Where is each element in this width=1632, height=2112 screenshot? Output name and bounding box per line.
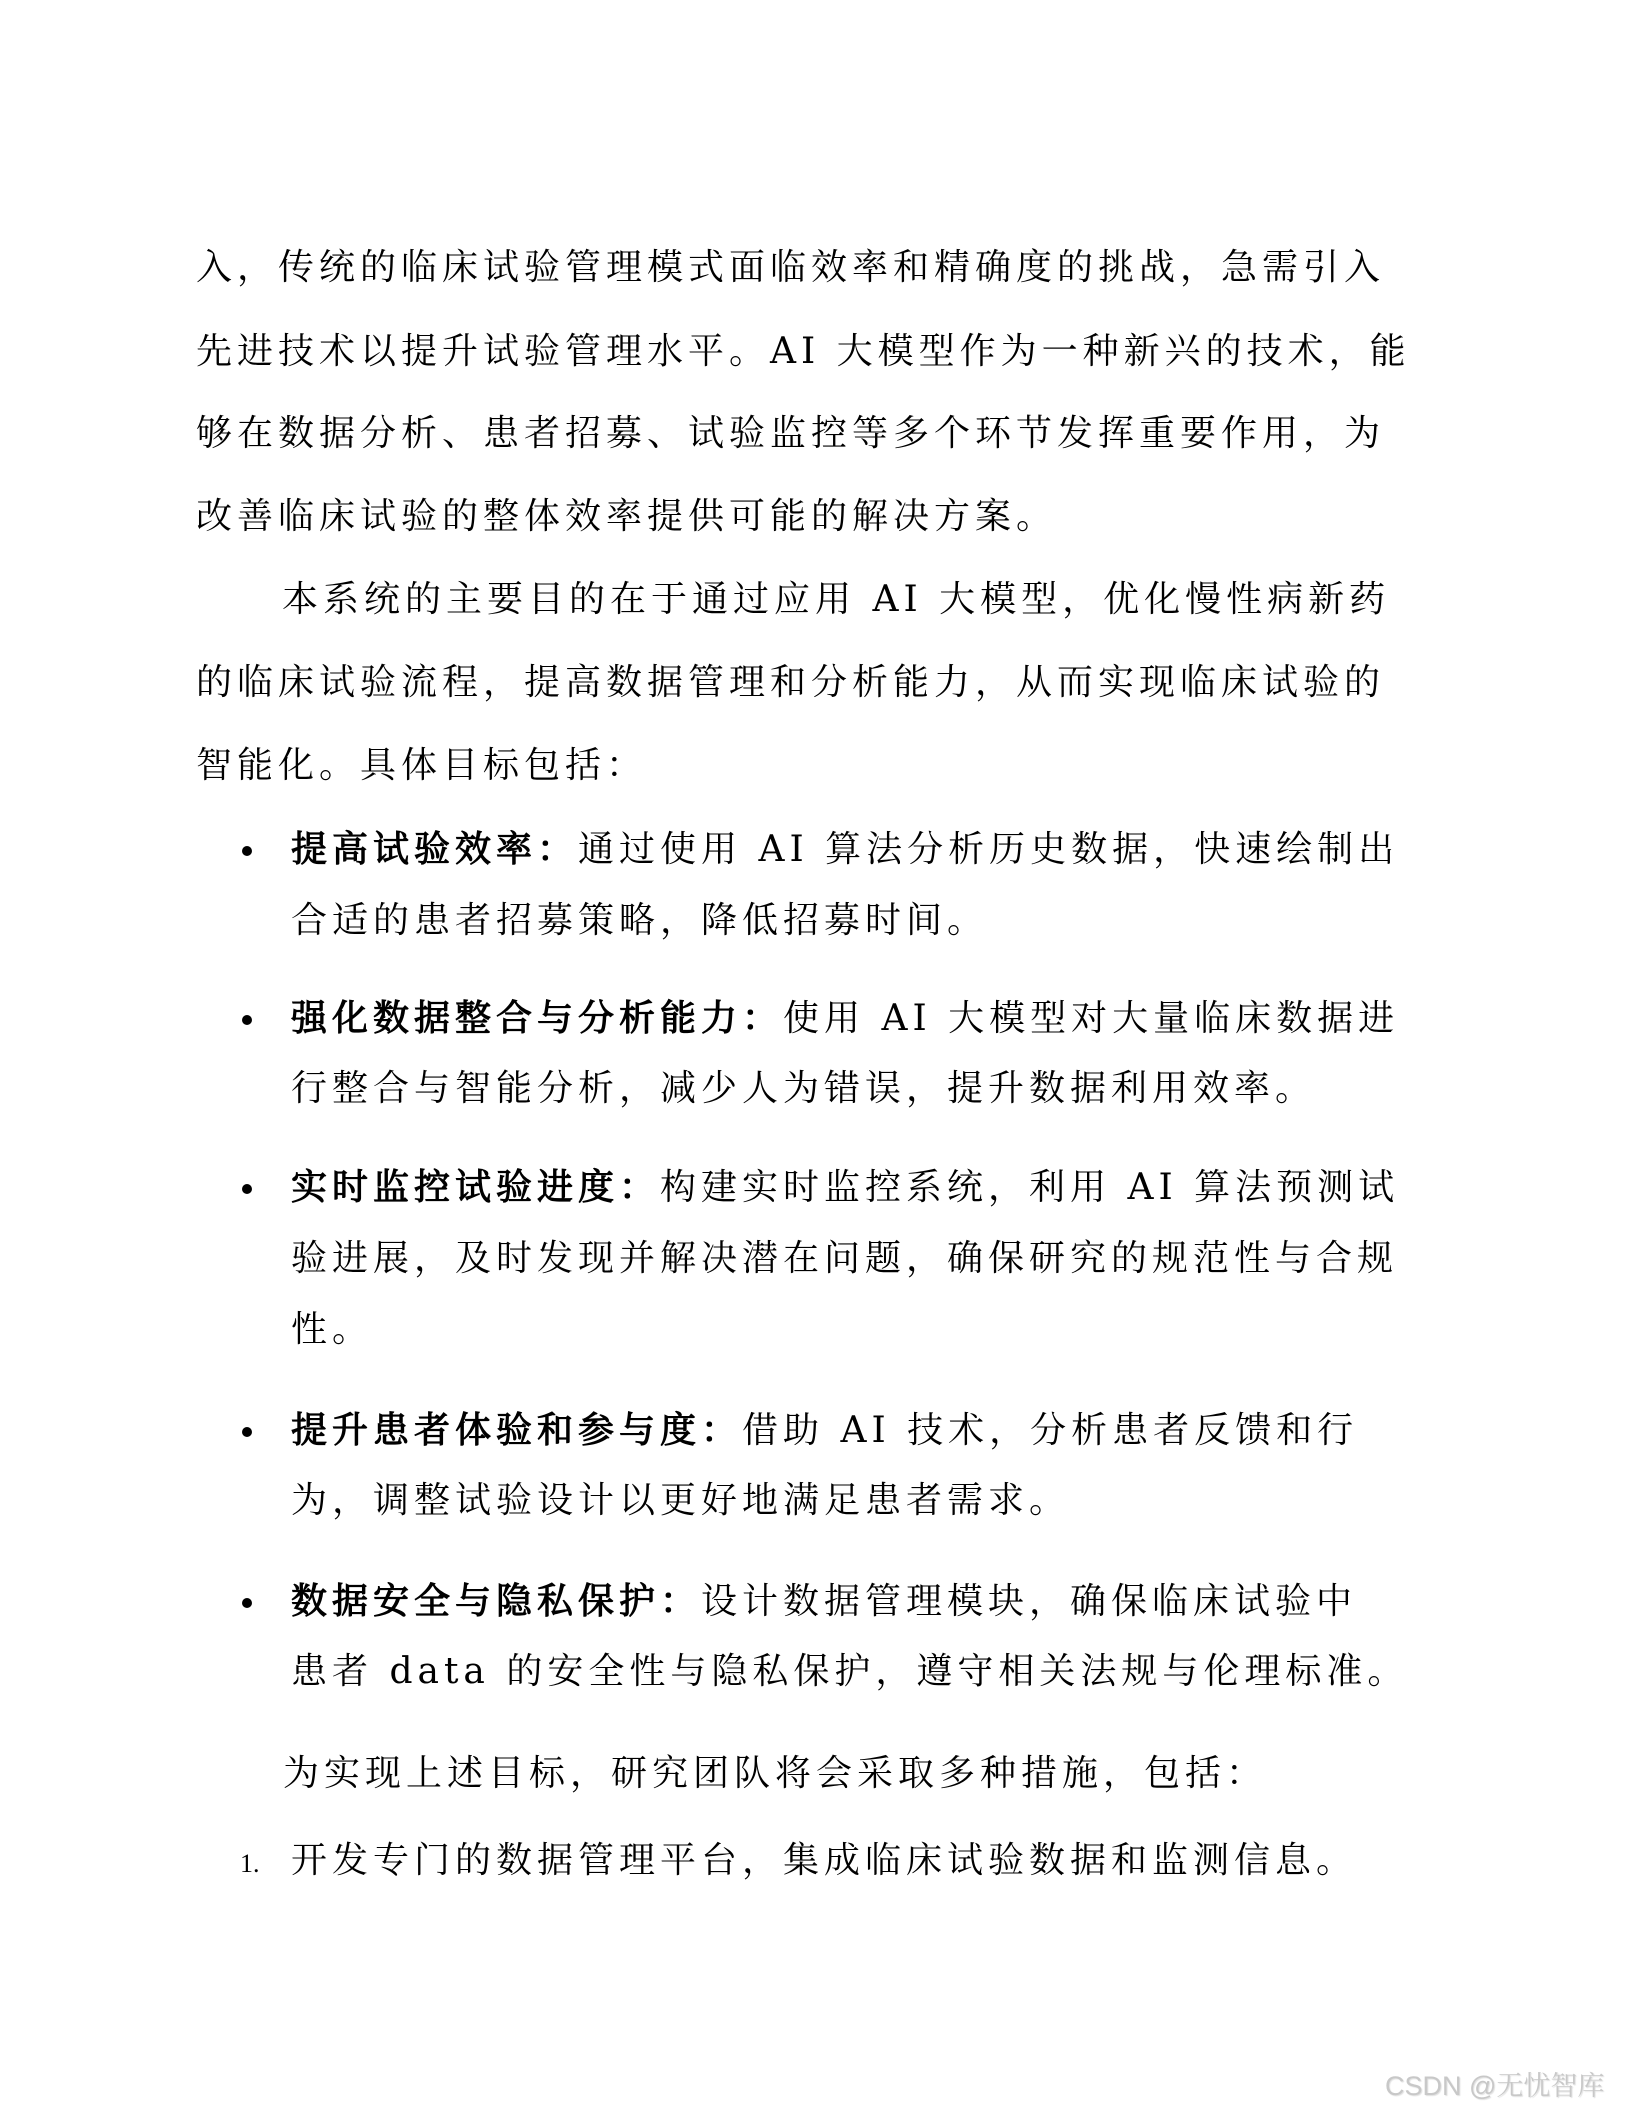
measures-intro-paragraph: 为实现上述目标，研究团队将会采取多种措施，包括： <box>283 1753 1268 1794</box>
list-item-line <box>291 1579 1357 1623</box>
list-item-title: 强化数据整合与分析能力： <box>291 997 784 1039</box>
list-item-title: 提高试验效率： <box>291 828 579 870</box>
paragraph-line: 智能化。具体目标包括： <box>196 745 648 786</box>
list-item-line <box>291 1165 1399 1209</box>
paragraph-line: 的临床试验流程，提高数据管理和分析能力，从而实现临床试验的 <box>196 662 1386 703</box>
list-item-text: 借助 AI 技术，分析患者反馈和行 <box>742 1410 1359 1451</box>
list-item-text: 使用 AI 大模型对大量临床数据进 <box>783 998 1400 1039</box>
paragraph-line: 本系统的主要目的在于通过应用 AI 大模型，优化慢性病新药 <box>282 579 1391 620</box>
bullet-icon <box>242 1184 252 1194</box>
bullet-icon <box>242 1015 252 1025</box>
list-item-line: 性。 <box>291 1309 374 1350</box>
list-item-title: 提升患者体验和参与度： <box>291 1409 743 1451</box>
list-item-line: 患者 data 的安全性与隐私保护，遵守相关法规与伦理标准。 <box>291 1651 1409 1692</box>
paragraph-line: 够在数据分析、患者招募、试验监控等多个环节发挥重要作用，为 <box>196 413 1386 454</box>
watermark: CSDN @无忧智库 <box>1385 2071 1605 2101</box>
paragraph-line: 入，传统的临床试验管理模式面临效率和精确度的挑战，急需引入 <box>196 247 1386 288</box>
list-item-line <box>291 827 1399 871</box>
list-item-line: 验进展，及时发现并解决潜在问题，确保研究的规范性与合规 <box>291 1238 1399 1279</box>
list-item-line: 为，调整试验设计以更好地满足患者需求。 <box>291 1480 1071 1521</box>
list-item-text: 通过使用 AI 算法分析历史数据，快速绘制出 <box>578 829 1400 870</box>
bullet-icon <box>242 846 252 856</box>
list-item-text: 构建实时监控系统，利用 AI 算法预测试 <box>660 1167 1400 1208</box>
list-item-line <box>291 1408 1358 1452</box>
list-item-title: 实时监控试验进度： <box>291 1166 661 1208</box>
bullet-icon <box>242 1598 252 1608</box>
list-item-line: 合适的患者招募策略，降低招募时间。 <box>291 900 989 941</box>
list-item-text: 设计数据管理模块，确保临床试验中 <box>701 1581 1358 1622</box>
paragraph-line: 先进技术以提升试验管理水平。AI 大模型作为一种新兴的技术，能 <box>196 331 1411 372</box>
bullet-icon <box>242 1427 252 1437</box>
list-number: 1. <box>240 1849 260 1878</box>
list-item-line: 行整合与智能分析，减少人为错误，提升数据利用效率。 <box>291 1068 1317 1109</box>
paragraph-line: 改善临床试验的整体效率提供可能的解决方案。 <box>196 496 1058 537</box>
list-item-line <box>291 996 1399 1040</box>
list-item-title: 数据安全与隐私保护： <box>291 1580 702 1622</box>
numbered-item-text: 开发专门的数据管理平台，集成临床试验数据和监测信息。 <box>291 1840 1358 1881</box>
